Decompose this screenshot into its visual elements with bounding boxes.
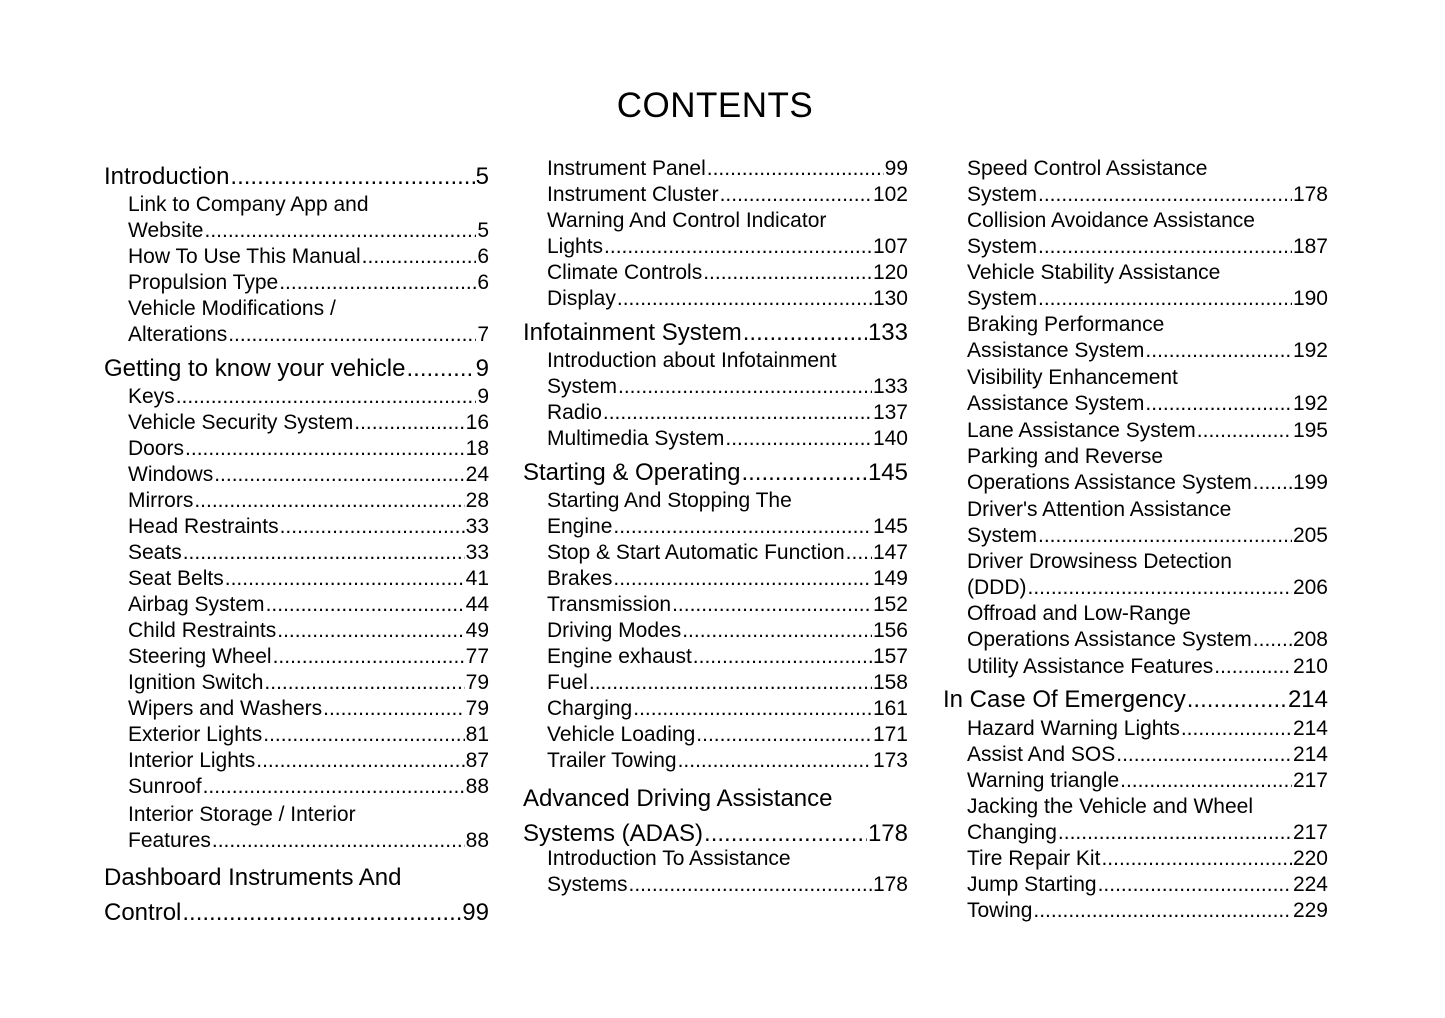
toc-entry-title-line: Vehicle Modifications / — [128, 297, 336, 320]
toc-page-number: 81 — [465, 723, 489, 746]
toc-entry-title: Warning triangle — [967, 769, 1120, 792]
toc-subsection-entry[interactable] — [523, 286, 908, 312]
dot-leader — [1253, 627, 1292, 653]
dot-leader — [1197, 418, 1292, 444]
toc-subsection-entry[interactable] — [523, 182, 908, 208]
toc-page-number: 5 — [477, 219, 489, 242]
toc-page-number: 44 — [465, 593, 489, 616]
toc-subsection-entry[interactable] — [943, 768, 1328, 794]
dot-leader — [183, 540, 465, 566]
dot-leader — [604, 234, 872, 260]
toc-subsection-entry[interactable] — [523, 846, 908, 898]
dot-leader — [1027, 575, 1291, 601]
toc-page-number: 157 — [872, 645, 908, 668]
toc-entry-title: Engine — [547, 515, 613, 538]
toc-entry-title: Climate Controls — [547, 261, 703, 284]
dot-leader — [1038, 182, 1292, 208]
toc-section-entry[interactable] — [104, 162, 489, 192]
dot-leader — [743, 318, 867, 348]
toc-subsection-entry[interactable] — [104, 592, 489, 618]
toc-subsection-entry[interactable] — [104, 774, 489, 800]
toc-page-number: 192 — [1292, 339, 1328, 362]
toc-entry-title: Starting & Operating — [523, 459, 741, 486]
toc-page-number: 178 — [1292, 183, 1328, 206]
toc-subsection-entry[interactable] — [523, 426, 908, 452]
toc-page-number: 178 — [872, 873, 908, 896]
dot-leader — [362, 244, 477, 270]
toc-page-number: 107 — [872, 235, 908, 258]
toc-subsection-entry[interactable] — [523, 644, 908, 670]
toc-page-number: 217 — [1292, 821, 1328, 844]
dot-leader — [1058, 820, 1292, 846]
dot-leader — [194, 488, 464, 514]
toc-entry-title: Stop & Start Automatic Function — [547, 541, 845, 564]
toc-entry-title: Instrument Cluster — [547, 183, 719, 206]
toc-entry-title: Alterations — [128, 323, 228, 346]
toc-entry-title: Driving Modes — [547, 619, 682, 642]
toc-entry-title-line: Warning And Control Indicator — [547, 209, 827, 232]
toc-page-number: 152 — [872, 593, 908, 616]
dot-leader — [279, 270, 476, 296]
dot-leader — [228, 322, 476, 348]
toc-page-number: 214 — [1292, 743, 1328, 766]
toc-subsection-entry[interactable] — [104, 488, 489, 514]
dot-leader — [846, 540, 872, 566]
dot-leader — [1214, 654, 1292, 680]
toc-entry-title-line: Offroad and Low-Range — [967, 602, 1191, 625]
toc-page-number: 140 — [872, 427, 908, 450]
toc-page-number: 229 — [1292, 899, 1328, 922]
toc-page-number: 33 — [465, 541, 489, 564]
toc-entry-title: System — [967, 524, 1038, 547]
toc-entry-title: System — [967, 287, 1038, 310]
toc-entry-title-line: Link to Company App and — [128, 193, 369, 216]
toc-entry-title: Instrument Panel — [547, 157, 706, 180]
toc-entry-title-line: Collision Avoidance Assistance — [967, 209, 1255, 232]
toc-page-number: 161 — [872, 697, 908, 720]
toc-entry-title: Airbag System — [128, 593, 265, 616]
dot-leader — [225, 566, 465, 592]
toc-page-number: 99 — [462, 899, 489, 926]
toc-entry-title-line: Driver Drowsiness Detection — [967, 550, 1232, 573]
dot-leader — [703, 260, 872, 286]
toc-subsection-entry[interactable] — [943, 794, 1328, 846]
toc-entry-title: Systems — [547, 873, 628, 896]
toc-page-number: 173 — [872, 749, 908, 772]
toc-subsection-entry[interactable] — [104, 244, 489, 270]
dot-leader — [280, 514, 465, 540]
toc-section-entry[interactable] — [523, 458, 908, 488]
dot-leader — [720, 182, 872, 208]
toc-page-number: 99 — [884, 157, 908, 180]
dot-leader — [1038, 286, 1292, 312]
dot-leader — [589, 670, 872, 696]
toc-entry-title: Sunroof — [128, 775, 202, 798]
toc-page-number: 214 — [1292, 717, 1328, 740]
toc-page-number: 199 — [1292, 471, 1328, 494]
toc-page-number: 88 — [465, 829, 489, 852]
toc-subsection-entry[interactable] — [104, 540, 489, 566]
toc-section-entry[interactable] — [523, 781, 908, 851]
toc-subsection-entry[interactable] — [523, 540, 908, 566]
toc-subsection-entry[interactable] — [104, 436, 489, 462]
dot-leader — [1098, 872, 1292, 898]
toc-page-number: 102 — [872, 183, 908, 206]
toc-entry-title: Radio — [547, 401, 602, 424]
dot-leader — [741, 458, 867, 488]
toc-page-number: 149 — [872, 567, 908, 590]
dot-leader — [603, 400, 872, 426]
toc-entry-title: Introduction — [104, 163, 230, 190]
toc-page-number: 217 — [1292, 769, 1328, 792]
toc-page-number: 49 — [465, 619, 489, 642]
toc-subsection-entry[interactable] — [523, 566, 908, 592]
toc-subsection-entry[interactable] — [943, 872, 1328, 898]
toc-entry-title: Mirrors — [128, 489, 194, 512]
dot-leader — [277, 618, 464, 644]
toc-page-number: 79 — [465, 697, 489, 720]
toc-entry-title-line: Speed Control Assistance — [967, 157, 1208, 180]
toc-page-number: 208 — [1292, 628, 1328, 651]
toc-entry-title: Doors — [128, 437, 185, 460]
toc-subsection-entry[interactable] — [523, 488, 908, 540]
toc-entry-title: Lane Assistance System — [967, 419, 1196, 442]
dot-leader — [256, 748, 464, 774]
toc-subsection-entry[interactable] — [523, 670, 908, 696]
dot-leader — [613, 514, 872, 540]
toc-page-number: 133 — [872, 375, 908, 398]
toc-page-number: 87 — [465, 749, 489, 772]
toc-entry-title: Child Restraints — [128, 619, 277, 642]
toc-subsection-entry[interactable] — [943, 418, 1328, 444]
toc-entry-title: Assistance System — [967, 392, 1145, 415]
toc-entry-title-line: Visibility Enhancement — [967, 366, 1178, 389]
dot-leader — [1038, 234, 1292, 260]
toc-entry-title: Keys — [128, 385, 175, 408]
page-title: CONTENTS — [616, 86, 814, 125]
toc-subsection-entry[interactable] — [104, 462, 489, 488]
toc-page-number: 41 — [465, 567, 489, 590]
toc-entry-title: Seats — [128, 541, 182, 564]
toc-section-entry[interactable] — [104, 354, 489, 384]
toc-section-entry[interactable] — [523, 318, 908, 348]
toc-subsection-entry[interactable] — [104, 748, 489, 774]
toc-entry-title: Jump Starting — [967, 873, 1097, 896]
dot-leader — [212, 828, 465, 854]
dot-leader — [613, 566, 872, 592]
toc-page-number: 130 — [872, 287, 908, 310]
toc-page-number: 190 — [1292, 287, 1328, 310]
dot-leader — [629, 872, 872, 898]
toc-page-number: 9 — [477, 385, 489, 408]
toc-entry-title: Assistance System — [967, 339, 1145, 362]
toc-entry-title: System — [547, 375, 618, 398]
toc-page-number: 137 — [872, 401, 908, 424]
dot-leader — [185, 436, 465, 462]
dot-leader — [707, 156, 884, 182]
dot-leader — [203, 774, 465, 800]
toc-entry-title: Propulsion Type — [128, 271, 279, 294]
toc-subsection-entry[interactable] — [943, 365, 1328, 417]
toc-page-number: 214 — [1287, 686, 1328, 713]
toc-page-number: 210 — [1292, 655, 1328, 678]
toc-entry-title-line: Introduction about Infotainment — [547, 349, 837, 372]
toc-subsection-entry[interactable] — [104, 514, 489, 540]
dot-leader — [264, 670, 464, 696]
toc-subsection-entry[interactable] — [523, 592, 908, 618]
toc-subsection-entry[interactable] — [943, 898, 1328, 924]
toc-page-number: 206 — [1292, 576, 1328, 599]
dot-leader — [354, 410, 464, 436]
toc-entry-title: Brakes — [547, 567, 613, 590]
dot-leader — [1253, 470, 1292, 496]
toc-section-entry[interactable] — [104, 860, 489, 930]
toc-entry-title: Interior Lights — [128, 749, 256, 772]
toc-entry-title: Control — [104, 899, 182, 926]
toc-subsection-entry[interactable] — [943, 444, 1328, 496]
toc-subsection-entry[interactable] — [104, 410, 489, 436]
toc-entry-title: Engine exhaust — [547, 645, 692, 668]
toc-subsection-entry[interactable] — [943, 156, 1328, 208]
toc-subsection-entry[interactable] — [104, 192, 489, 244]
dot-leader — [1101, 846, 1292, 872]
dot-leader — [407, 354, 475, 384]
toc-subsection-entry[interactable] — [104, 270, 489, 296]
toc-entry-title: Hazard Warning Lights — [967, 717, 1180, 740]
toc-entry-title: System — [967, 235, 1038, 258]
toc-entry-title-line: Interior Storage / Interior — [128, 803, 356, 826]
toc-entry-title: Website — [128, 219, 204, 242]
toc-page-number: 224 — [1292, 873, 1328, 896]
toc-subsection-entry[interactable] — [943, 716, 1328, 742]
toc-entry-title: In Case Of Emergency — [943, 686, 1186, 713]
toc-entry-title: Lights — [547, 235, 604, 258]
toc-subsection-entry[interactable] — [104, 670, 489, 696]
toc-entry-title: Charging — [547, 697, 633, 720]
toc-entry-title: Multimedia System — [547, 427, 725, 450]
dot-leader — [263, 722, 464, 748]
dot-leader — [323, 696, 465, 722]
dot-leader — [618, 374, 872, 400]
dot-leader — [678, 748, 872, 774]
dot-leader — [633, 696, 872, 722]
toc-entry-title-line: Driver's Attention Assistance — [967, 498, 1232, 521]
toc-entry-title-line: Vehicle Stability Assistance — [967, 261, 1221, 284]
toc-page-number: 7 — [477, 323, 489, 346]
dot-leader — [273, 644, 465, 670]
toc-entry-title: Exterior Lights — [128, 723, 263, 746]
dot-leader — [1181, 716, 1292, 742]
toc-subsection-entry[interactable] — [523, 348, 908, 400]
toc-page-number: 133 — [867, 319, 908, 346]
toc-entry-title: Features — [128, 829, 211, 852]
toc-entry-title: Changing — [967, 821, 1057, 844]
dot-leader — [1033, 898, 1292, 924]
toc-entry-title: System — [967, 183, 1038, 206]
toc-entry-title-line: Jacking the Vehicle and Wheel — [967, 795, 1254, 818]
toc-entry-title: Wipers and Washers — [128, 697, 323, 720]
toc-subsection-entry[interactable] — [104, 722, 489, 748]
toc-subsection-entry[interactable] — [943, 601, 1328, 653]
toc-page-number: 88 — [465, 775, 489, 798]
dot-leader — [1120, 768, 1292, 794]
toc-page-number: 178 — [867, 820, 908, 847]
dot-leader — [182, 895, 461, 930]
toc-page-number: 28 — [465, 489, 489, 512]
dot-leader — [230, 162, 474, 192]
dot-leader — [204, 218, 476, 244]
toc-section-entry[interactable] — [943, 685, 1328, 715]
toc-entry-title-line: Introduction To Assistance — [547, 847, 791, 870]
toc-page-number: 171 — [872, 723, 908, 746]
dot-leader — [617, 286, 872, 312]
toc-subsection-entry[interactable] — [104, 644, 489, 670]
toc-subsection-entry[interactable] — [943, 549, 1328, 601]
toc-entry-title: Operations Assistance System — [967, 471, 1252, 494]
toc-entry-title: Fuel — [547, 671, 588, 694]
toc-page-number: 145 — [867, 459, 908, 486]
toc-subsection-entry[interactable] — [523, 156, 908, 182]
toc-page-number: 24 — [465, 463, 489, 486]
toc-entry-title-line: Braking Performance — [967, 313, 1165, 336]
toc-subsection-entry[interactable] — [104, 384, 489, 410]
toc-entry-title: Towing — [967, 899, 1033, 922]
dot-leader — [725, 426, 872, 452]
toc-subsection-entry[interactable] — [943, 654, 1328, 680]
toc-subsection-entry[interactable] — [104, 566, 489, 592]
toc-page-number: 195 — [1292, 419, 1328, 442]
toc-subsection-entry[interactable] — [523, 400, 908, 426]
toc-page-number: 145 — [872, 515, 908, 538]
toc-entry-title: Vehicle Loading — [547, 723, 696, 746]
dot-leader — [693, 644, 872, 670]
toc-subsection-entry[interactable] — [523, 722, 908, 748]
toc-entry-title: Assist And SOS — [967, 743, 1116, 766]
dot-leader — [1145, 391, 1292, 417]
toc-entry-title-line: Parking and Reverse — [967, 445, 1164, 468]
toc-page-number: 79 — [465, 671, 489, 694]
toc-entry-title: Utility Assistance Features — [967, 655, 1214, 678]
toc-subsection-entry[interactable] — [523, 618, 908, 644]
toc-entry-title: Vehicle Security System — [128, 411, 354, 434]
toc-entry-title: Systems (ADAS) — [523, 820, 704, 847]
toc-entry-title: Trailer Towing — [547, 749, 677, 772]
dot-leader — [1038, 523, 1292, 549]
toc-subsection-entry[interactable] — [943, 312, 1328, 364]
toc-subsection-entry[interactable] — [943, 742, 1328, 768]
dot-leader — [176, 384, 477, 410]
toc-page-number: 120 — [872, 261, 908, 284]
toc-entry-title-line: Dashboard Instruments And — [104, 864, 402, 891]
toc-subsection-entry[interactable] — [523, 696, 908, 722]
toc-page-number: 77 — [465, 645, 489, 668]
toc-entry-title-line: Advanced Driving Assistance — [523, 785, 833, 812]
dot-leader — [682, 618, 872, 644]
dot-leader — [1187, 685, 1287, 715]
toc-subsection-entry[interactable] — [523, 208, 908, 260]
toc-page-number: 33 — [465, 515, 489, 538]
toc-subsection-entry[interactable] — [943, 497, 1328, 549]
toc-subsection-entry[interactable] — [104, 296, 489, 348]
toc-page-number: 158 — [872, 671, 908, 694]
toc-page-number: 192 — [1292, 392, 1328, 415]
toc-page-number: 5 — [475, 163, 489, 190]
toc-entry-title: Windows — [128, 463, 214, 486]
toc-entry-title: Infotainment System — [523, 319, 742, 346]
toc-entry-title: Tire Repair Kit — [967, 847, 1101, 870]
dot-leader — [266, 592, 465, 618]
toc-page-number: 156 — [872, 619, 908, 642]
toc-subsection-entry[interactable] — [104, 618, 489, 644]
toc-entry-title: Head Restraints — [128, 515, 279, 538]
toc-entry-title: Operations Assistance System — [967, 628, 1252, 651]
toc-page-number: 6 — [477, 245, 489, 268]
dot-leader — [214, 462, 464, 488]
toc-entry-title-line: Starting And Stopping The — [547, 489, 792, 512]
toc-page-number: 18 — [465, 437, 489, 460]
toc-entry-title: Getting to know your vehicle — [104, 355, 406, 382]
toc-page-number: 16 — [465, 411, 489, 434]
toc-page-number: 147 — [872, 541, 908, 564]
toc-subsection-entry[interactable] — [523, 748, 908, 774]
dot-leader — [696, 722, 872, 748]
toc-subsection-entry[interactable] — [943, 846, 1328, 872]
toc-page-number: 220 — [1292, 847, 1328, 870]
toc-entry-title: Steering Wheel — [128, 645, 272, 668]
dot-leader — [1116, 742, 1292, 768]
dot-leader — [672, 592, 872, 618]
toc-entry-title: Display — [547, 287, 616, 310]
toc-entry-title: Ignition Switch — [128, 671, 264, 694]
toc-page-number: 205 — [1292, 524, 1328, 547]
toc-subsection-entry[interactable] — [104, 802, 489, 854]
toc-entry-title: Seat Belts — [128, 567, 224, 590]
dot-leader — [1145, 338, 1292, 364]
toc-page-number: 9 — [475, 355, 489, 382]
toc-page-number: 6 — [477, 271, 489, 294]
toc-subsection-entry[interactable] — [523, 260, 908, 286]
toc-entry-title: How To Use This Manual — [128, 245, 361, 268]
toc-page-number: 187 — [1292, 235, 1328, 258]
toc-entry-title: Transmission — [547, 593, 672, 616]
toc-subsection-entry[interactable] — [104, 696, 489, 722]
toc-entry-title: (DDD) — [967, 576, 1027, 599]
toc-subsection-entry[interactable] — [943, 260, 1328, 312]
toc-subsection-entry[interactable] — [943, 208, 1328, 260]
